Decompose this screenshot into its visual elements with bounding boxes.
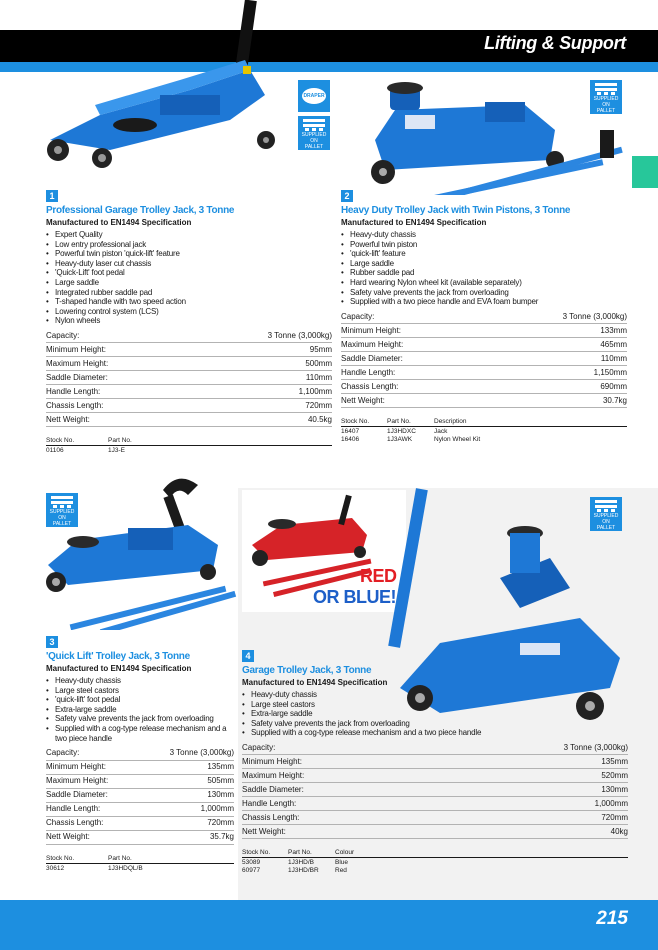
- spec-table: [341, 310, 627, 409]
- spec-row: [341, 352, 627, 366]
- stock-cell: Red: [335, 867, 347, 875]
- spec-row: [46, 413, 332, 427]
- feature-item: • Heavy-duty chassis: [46, 676, 234, 686]
- feature-item: • Large steel castors: [242, 700, 628, 710]
- stock-cell: Nylon Wheel Kit: [434, 436, 481, 444]
- spec-row: [46, 816, 234, 830]
- stock-header: Part No.: [387, 418, 434, 427]
- spec-row: [46, 343, 332, 357]
- product-3: [46, 636, 234, 872]
- stock-header-row: [46, 437, 332, 446]
- spec-value: 133mm: [482, 324, 627, 338]
- stock-header: Stock No.: [46, 855, 108, 864]
- spec-row: [341, 394, 627, 408]
- spec-table: [242, 741, 628, 840]
- spec-label: Handle Length:: [46, 802, 138, 816]
- spec-value: 3 Tonne (3,000kg): [187, 329, 332, 343]
- product-spec: Manufactured to EN1494 Specification: [242, 678, 388, 687]
- promo-or-blue: OR BLUE!: [313, 587, 396, 607]
- feature-item: • Supplied with a cog-type release mechanism and a two piece handle: [242, 728, 628, 738]
- spec-label: Maximum Height:: [242, 769, 432, 783]
- spec-row: [341, 310, 627, 324]
- product-2-image: [355, 80, 630, 195]
- product-spec: Manufactured to EN1494 Specification: [46, 218, 192, 227]
- spec-value: 720mm: [138, 816, 234, 830]
- spec-value: 3 Tonne (3,000kg): [482, 310, 627, 324]
- product-1-image: [40, 0, 290, 170]
- spec-row: [46, 399, 332, 413]
- stock-cell: 60977: [242, 867, 261, 875]
- stock-header: Colour: [335, 849, 628, 858]
- stock-cell: 16406: [341, 436, 360, 444]
- stock-cell: 30612: [46, 864, 65, 872]
- spec-label: Maximum Height:: [46, 357, 187, 371]
- feature-item: • Large saddle: [341, 259, 627, 269]
- spec-value: 40kg: [432, 825, 628, 839]
- spec-label: Minimum Height:: [341, 324, 482, 338]
- spec-label: Saddle Diameter:: [341, 352, 482, 366]
- feature-item: • Hard wearing Nylon wheel kit (available separately): [341, 278, 627, 288]
- spec-row: [46, 788, 234, 802]
- page-number: 215: [596, 908, 628, 929]
- stock-header: Stock No.: [46, 437, 108, 446]
- feature-item: • Low entry professional jack: [46, 240, 332, 250]
- pallet-text: SUPPLIED ON: [593, 513, 619, 525]
- stock-header: Part No.: [108, 437, 332, 446]
- feature-item: • 'quick-lift' feature: [341, 249, 627, 259]
- stock-header-row: [242, 849, 628, 858]
- spec-value: 135mm: [138, 760, 234, 774]
- stock-row[interactable]: [341, 427, 627, 436]
- spec-row: [46, 830, 234, 844]
- spec-label: Nett Weight:: [46, 830, 138, 844]
- product-title[interactable]: Professional Garage Trolley Jack, 3 Tonne: [46, 205, 235, 216]
- spec-value: 30.7kg: [482, 394, 627, 408]
- pallet-text: SUPPLIED ON: [49, 509, 75, 521]
- product-spec: Manufactured to EN1494 Specification: [46, 664, 192, 673]
- spec-label: Chassis Length:: [242, 811, 432, 825]
- pallet-icon: [303, 119, 325, 131]
- spec-label: Handle Length:: [46, 385, 187, 399]
- stock-header-row: [341, 418, 627, 427]
- pallet-icon: [595, 83, 617, 95]
- stock-row[interactable]: [46, 446, 332, 455]
- feature-item: • Large steel castors: [46, 686, 234, 696]
- feature-item: • Heavy-duty chassis: [341, 230, 627, 240]
- stock-header: Stock No.: [341, 418, 387, 427]
- stock-table: [46, 855, 234, 872]
- feature-item: • Extra-large saddle: [242, 709, 628, 719]
- pallet-text: SUPPLIED ON: [593, 96, 619, 108]
- product-1: [46, 190, 332, 454]
- stock-table: [242, 849, 628, 874]
- feature-list: [242, 690, 628, 738]
- stock-cell: 1J3-E: [108, 447, 125, 455]
- spec-label: Maximum Height:: [46, 774, 138, 788]
- product-number: 4: [242, 650, 254, 662]
- stock-cell: 53089: [242, 859, 261, 867]
- spec-value: 690mm: [482, 380, 627, 394]
- feature-item: • Heavy-duty chassis: [242, 690, 628, 700]
- feature-item: • Powerful twin piston: [341, 240, 627, 250]
- spec-row: [46, 371, 332, 385]
- feature-item: • 'Quick-Lift' foot pedal: [46, 268, 332, 278]
- pallet-text: PALLET: [52, 521, 72, 527]
- spec-label: Saddle Diameter:: [46, 371, 187, 385]
- spec-row: [242, 769, 628, 783]
- pallet-icon: [595, 500, 617, 512]
- spec-label: Nett Weight:: [341, 394, 482, 408]
- stock-cell: 1J3HD/BR: [288, 867, 319, 875]
- feature-item: • Supplied with a two piece handle and EVA foam bumper: [341, 297, 627, 307]
- spec-row: [46, 357, 332, 371]
- stock-table: [341, 418, 627, 443]
- feature-item: • Large saddle: [46, 278, 332, 288]
- spec-label: Chassis Length:: [46, 399, 187, 413]
- feature-item: • Safety valve prevents the jack from overloading: [242, 719, 628, 729]
- stock-cell: 1J3HDQL/B: [108, 864, 143, 872]
- stock-header: Part No.: [288, 849, 335, 858]
- spec-value: 1,000mm: [138, 802, 234, 816]
- spec-row: [242, 741, 628, 755]
- feature-item: • Extra-large saddle: [46, 705, 234, 715]
- spec-label: Minimum Height:: [242, 755, 432, 769]
- feature-item: • Lowering control system (LCS): [46, 307, 332, 317]
- footer-bar: [0, 900, 658, 950]
- spec-value: 720mm: [187, 399, 332, 413]
- spec-value: 130mm: [138, 788, 234, 802]
- spec-table: [46, 746, 234, 845]
- spec-label: Nett Weight:: [46, 413, 187, 427]
- spec-label: Minimum Height:: [46, 760, 138, 774]
- pallet-icon: [51, 496, 73, 508]
- feature-item: • T-shaped handle with two speed action: [46, 297, 332, 307]
- pallet-badge: [298, 116, 330, 150]
- pallet-text: PALLET: [304, 144, 324, 150]
- feature-item: • Safety valve prevents the jack from overloading: [341, 288, 627, 298]
- product-title[interactable]: Garage Trolley Jack, 3 Tonne: [242, 665, 372, 676]
- feature-list: [46, 676, 234, 743]
- feature-item: • Supplied with a cog-type release mechanism and a two piece handle: [46, 724, 234, 743]
- feature-item: • Nylon wheels: [46, 316, 332, 326]
- spec-label: Saddle Diameter:: [46, 788, 138, 802]
- product-number: 2: [341, 190, 353, 202]
- spec-label: Capacity:: [46, 746, 138, 760]
- spec-label: Nett Weight:: [242, 825, 432, 839]
- spec-label: Chassis Length:: [341, 380, 482, 394]
- spec-label: Capacity:: [46, 329, 187, 343]
- spec-value: 135mm: [432, 755, 628, 769]
- spec-label: Minimum Height:: [46, 343, 187, 357]
- feature-item: • Safety valve prevents the jack from overloading: [46, 714, 234, 724]
- spec-value: 3 Tonne (3,000kg): [432, 741, 628, 755]
- stock-cell: 1J3HD/B: [288, 859, 315, 867]
- stock-cell: Blue: [335, 859, 349, 867]
- spec-value: 520mm: [432, 769, 628, 783]
- spec-row: [242, 825, 628, 839]
- stock-table: [46, 437, 332, 454]
- spec-value: 1,000mm: [432, 797, 628, 811]
- spec-row: [242, 811, 628, 825]
- pallet-text: PALLET: [596, 108, 616, 114]
- spec-label: Handle Length:: [341, 366, 482, 380]
- pallet-text: SUPPLIED ON: [301, 132, 327, 144]
- spec-label: Saddle Diameter:: [242, 783, 432, 797]
- product-number: 1: [46, 190, 58, 202]
- spec-row: [341, 380, 627, 394]
- spec-row: [242, 783, 628, 797]
- spec-row: [242, 797, 628, 811]
- pallet-badge: [46, 493, 78, 527]
- spec-value: 95mm: [187, 343, 332, 357]
- spec-value: 35.7kg: [138, 830, 234, 844]
- draper-logo: [298, 80, 330, 112]
- spec-row: [341, 338, 627, 352]
- spec-value: 40.5kg: [187, 413, 332, 427]
- stock-row[interactable]: [341, 435, 627, 443]
- spec-row: [341, 324, 627, 338]
- page-title: Lifting & Support: [484, 33, 626, 53]
- product-spec: Manufactured to EN1494 Specification: [341, 218, 487, 227]
- spec-value: 500mm: [187, 357, 332, 371]
- stock-header-row: [46, 855, 234, 864]
- spec-label: Handle Length:: [242, 797, 432, 811]
- stock-row[interactable]: [242, 866, 628, 874]
- promo-red: RED: [360, 566, 397, 586]
- pallet-text: PALLET: [596, 525, 616, 531]
- feature-list: [46, 230, 332, 326]
- stock-cell: 16407: [341, 428, 360, 436]
- stock-cell: 1J3HDXC: [387, 428, 416, 436]
- pallet-badge: [590, 497, 622, 531]
- spec-value: 720mm: [432, 811, 628, 825]
- stock-header: Description: [434, 418, 627, 427]
- product-number: 3: [46, 636, 58, 648]
- spec-row: [46, 746, 234, 760]
- stock-cell: 01106: [46, 447, 64, 455]
- stock-header: Part No.: [108, 855, 234, 864]
- product-title[interactable]: 'Quick Lift' Trolley Jack, 3 Tonne: [46, 651, 190, 662]
- stock-cell: Jack: [434, 428, 448, 436]
- spec-value: 3 Tonne (3,000kg): [138, 746, 234, 760]
- stock-cell: 1J3AWK: [387, 436, 413, 444]
- spec-row: [46, 385, 332, 399]
- spec-row: [242, 755, 628, 769]
- spec-value: 465mm: [482, 338, 627, 352]
- spec-label: Chassis Length:: [46, 816, 138, 830]
- spec-row: [46, 329, 332, 343]
- pallet-badge: [590, 80, 622, 114]
- feature-item: • Integrated rubber saddle pad: [46, 288, 332, 298]
- stock-header: Stock No.: [242, 849, 288, 858]
- stock-row[interactable]: [242, 858, 628, 867]
- feature-item: • Heavy-duty laser cut chassis: [46, 259, 332, 269]
- feature-item: • Expert Quality: [46, 230, 332, 240]
- stock-row[interactable]: [46, 863, 234, 872]
- product-4: [242, 650, 628, 874]
- spec-value: 505mm: [138, 774, 234, 788]
- spec-value: 110mm: [187, 371, 332, 385]
- feature-item: • 'quick-lift' foot pedal: [46, 695, 234, 705]
- spec-row: [341, 366, 627, 380]
- draper-logo-text: DRAPER: [302, 88, 326, 104]
- spec-label: Maximum Height:: [341, 338, 482, 352]
- spec-value: 1,150mm: [482, 366, 627, 380]
- spec-row: [46, 774, 234, 788]
- spec-row: [46, 802, 234, 816]
- product-title[interactable]: Heavy Duty Trolley Jack with Twin Pistons, 3 Tonne: [341, 205, 571, 216]
- spec-label: Capacity:: [341, 310, 482, 324]
- feature-item: • Rubber saddle pad: [341, 268, 627, 278]
- spec-table: [46, 329, 332, 428]
- feature-item: • Powerful twin piston 'quick-lift' feature: [46, 249, 332, 259]
- product-2: [341, 190, 627, 443]
- spec-value: 130mm: [432, 783, 628, 797]
- section-tab[interactable]: [632, 156, 658, 188]
- spec-value: 1,100mm: [187, 385, 332, 399]
- feature-list: [341, 230, 627, 307]
- spec-value: 110mm: [482, 352, 627, 366]
- spec-row: [46, 760, 234, 774]
- spec-label: Capacity:: [242, 741, 432, 755]
